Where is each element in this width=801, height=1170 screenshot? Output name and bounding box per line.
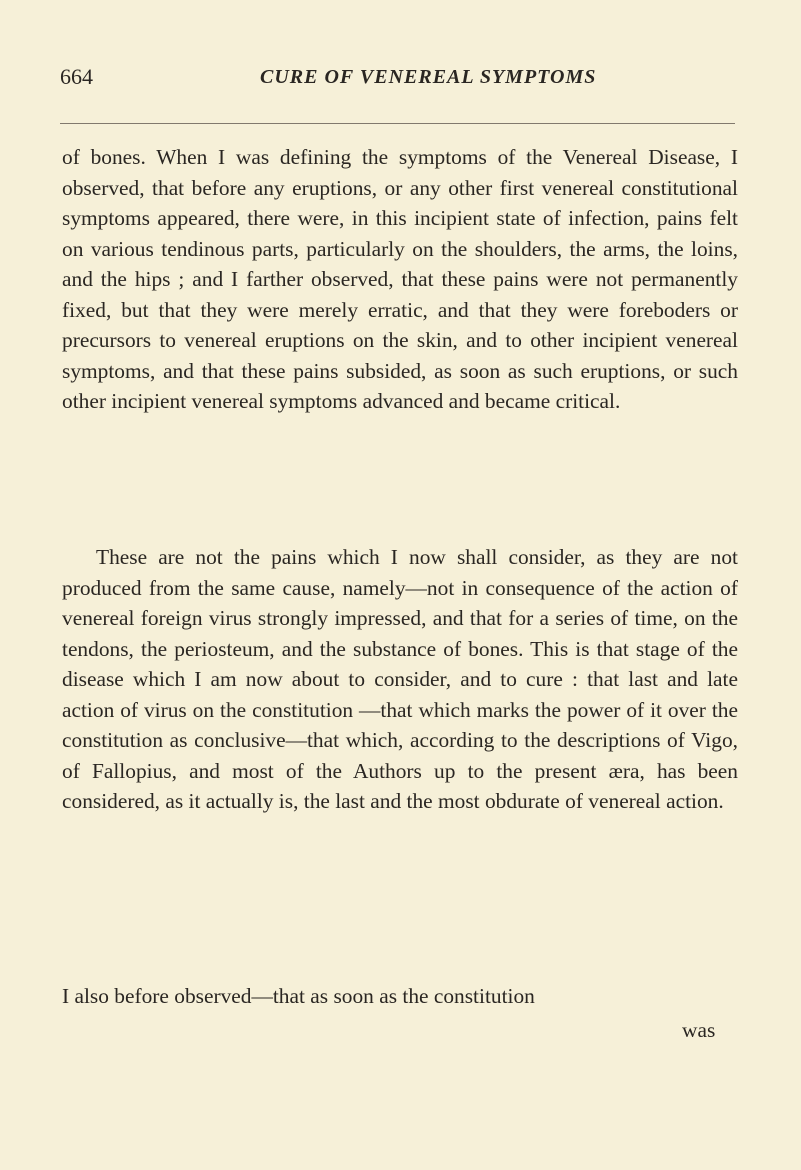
paragraph-1: of bones. When I was defining the symptoms of the Venereal Disease, I observed, that before any eruptions, or any other first venereal constitutional symptoms appeared, there were, in this incipient state of infection, pains felt on various tendinous parts, particularly on the shoulders, the arms, the loins, and the hips ; and I farther observed, that these pains were not permanently fixed, but that they were merely erratic, and that they were foreboders or precursors to venereal eruptions on the skin, and to other incipient venereal symptoms, and that these pains subsided, as soon as such eruptions, or such other incipient venereal symptoms advanced and became critical. xyxy=(62,145,738,413)
running-head: CURE OF VENEREAL SYMPTOMS xyxy=(260,66,597,88)
catchword: was xyxy=(682,1018,716,1042)
paragraph-3: I also before observed—that as soon as the constitution xyxy=(62,984,535,1008)
paragraph-2: These are not the pains which I now shall consider, as they are not produced from the same cause, namely—not in consequence of the action of venereal foreign virus strongly impressed, and that for a series of time, on the tendons, the periosteum, and the substance of bones. This is that stage of the disease which I am now about to consider, and to cure : that last and late action of virus on the constitution —that which marks the power of it over the constitution as conclusive—that which, according to the descriptions of Vigo, of Fallopius, and most of the Authors up to the present æra, has been considered, as it actually is, the last and the most obdurate of venereal action. xyxy=(62,545,738,813)
header-rule xyxy=(60,123,735,124)
page-number: 664 xyxy=(60,64,93,89)
